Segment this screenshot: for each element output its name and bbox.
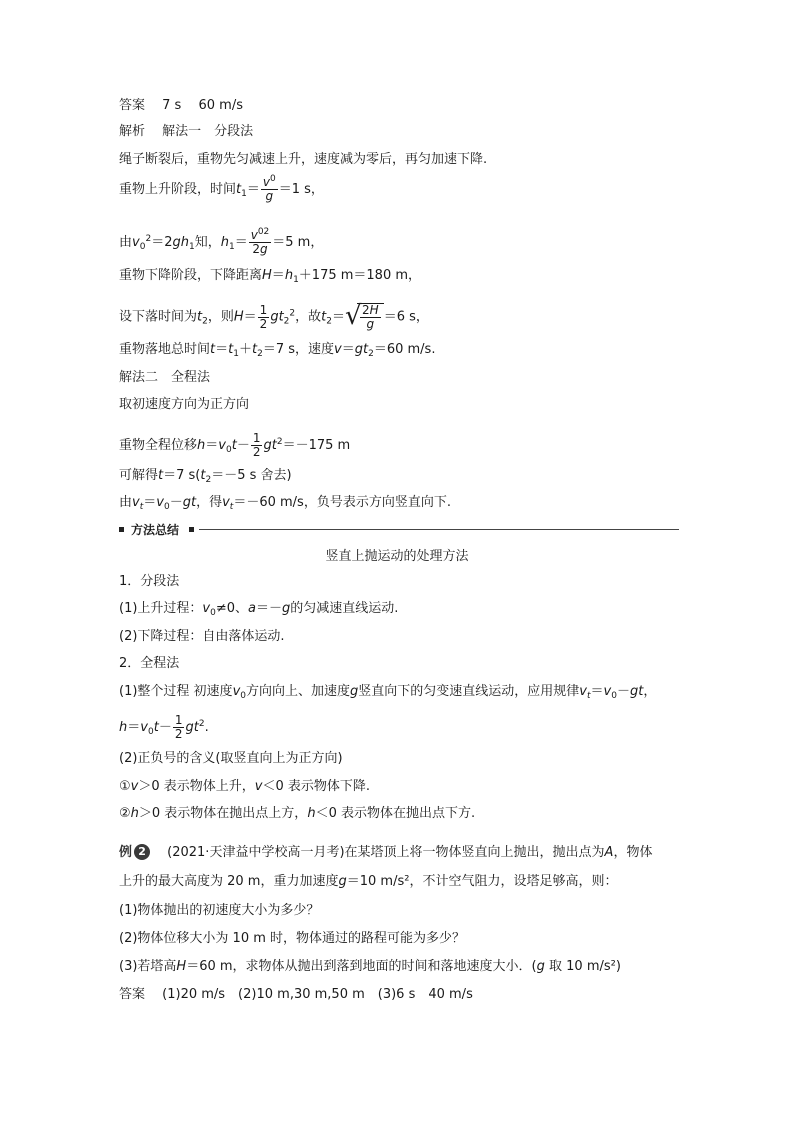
- summary-item-2-2: (2)正负号的含义(取竖直向上为正方向): [119, 751, 343, 766]
- method-summary-title: 竖直上抛运动的处理方法: [325, 549, 469, 564]
- example-line-2: 上升的最大高度为 20 m，重力加速度g＝10 m/s²，不计空气阻力，设塔足够高，则：: [119, 874, 618, 889]
- example-answer: [119, 986, 473, 1004]
- method-summary-label: 方法总结: [131, 523, 180, 537]
- square-bullet-icon: [189, 527, 194, 532]
- fraction-one-half: $\frac{1}{2}$: [259, 302, 268, 331]
- rise-time-line: 重物上升阶段，时间$t_1=$ $\frac{v^0}{g}$ ＝1 s，: [119, 174, 324, 203]
- answer-label: 答案: [119, 98, 146, 113]
- example-question-3: (3)若塔高H＝60 m，求物体从抛出到落到地面的时间和落地速度大小．(g 取 10 m/s²): [119, 959, 621, 974]
- fraction-v0-over-g: $\frac{v^0}{g}$: [262, 174, 276, 203]
- answer-line: [119, 97, 243, 115]
- direction-line: 取初速度方向为正方向: [119, 397, 250, 412]
- displacement-line: 重物全程位移$h=v_0t-$ $\frac{1}{2}$ $gt^2=-175$ m: [119, 431, 351, 459]
- example-number-badge: 2: [134, 844, 150, 860]
- example-label: 例: [119, 845, 133, 860]
- analysis-intro: 绳子断裂后，重物先匀减速上升，速度减为零后，再匀加速下降.: [119, 152, 488, 167]
- analysis-heading: [119, 123, 253, 141]
- summary-circ-1: ①v＞0 表示物体上升，v＜0 表示物体下降.: [119, 779, 371, 794]
- fall-time-line: 设下落时间为$t_2$，则H＝ $\frac{1}{2}$ $gt_2^2$，故$t_2=$ √ $\frac{2H}{g}$ ＝6 s，: [119, 301, 429, 331]
- example-line-1: 例 2 (2021·天津益中学校高一月考)在某塔顶上将一物体竖直向上抛出，抛出点为A，物体: [119, 845, 653, 860]
- analysis-label: 解析: [119, 124, 146, 139]
- solve-line: 可解得t＝7 $s(t_2=-5$ s 舍去): [119, 468, 292, 485]
- fraction-v0sq-over-2g: $\frac{v^{02}}{2g}$: [250, 227, 270, 256]
- summary-item-2-1: (1)整个过程 初速度$v_0$方向向上、加速度g竖直向下的匀变速直线运动，应用规律$v_t=v_0-gt$，: [119, 684, 657, 701]
- sqrt-2h-over-g: √ $\frac{2H}{g}$: [345, 303, 384, 331]
- example-answer-label: 答案: [119, 987, 146, 1002]
- velocity-line: 由$v_t=v_0-gt$，得$v_t=-60$ m/s，负号表示方向竖直向下.: [119, 495, 451, 512]
- summary-item-1: 1．分段法: [119, 574, 180, 589]
- summary-circ-2: ②h＞0 表示物体在抛出点上方，h＜0 表示物体在抛出点下方.: [119, 806, 476, 821]
- rise-height-line: 由$v_0^2=2gh_1$知，$h_1=$ $\frac{v^{02}}{2g}$ ＝5 m，: [119, 227, 324, 256]
- method1-title: 解法一 分段法: [162, 124, 254, 139]
- example-question-1: (1)物体抛出的初速度大小为多少？: [119, 903, 320, 918]
- method-summary-header: [119, 521, 679, 539]
- answer-value-speed: 60 m/s: [198, 98, 243, 113]
- square-bullet-icon: [119, 527, 124, 532]
- total-time-line: 重物落地总时间$t=t_1+t_2=7$ s，速度$v=gt_2=60$ m/s.: [119, 342, 436, 359]
- example-source: (2021·天津益中学校高一月考): [167, 845, 345, 860]
- fall-distance-line: 重物下降阶段，下降距离$H=h_1+175$ m＝180 m，: [119, 268, 422, 285]
- divider: [199, 529, 679, 530]
- summary-item-1-2: (2)下降过程：自由落体运动.: [119, 629, 285, 644]
- example-question-2: (2)物体位移大小为 10 m 时，物体通过的路程可能为多少？: [119, 931, 466, 946]
- summary-formula-h: $h=v_0t-$ $\frac{1}{2}$ $gt^2$.: [119, 713, 209, 741]
- answer-value-time: 7 s: [162, 98, 182, 113]
- method2-title: 解法二 全程法: [119, 370, 211, 385]
- summary-item-2: 2．全程法: [119, 656, 180, 671]
- summary-item-1-1: (1)上升过程：$v_0\ne 0$、a＝－g的匀减速直线运动.: [119, 601, 399, 618]
- example-answer-text: (1)20 m/s (2)10 m,30 m,50 m (3)6 s 40 m/s: [162, 987, 473, 1002]
